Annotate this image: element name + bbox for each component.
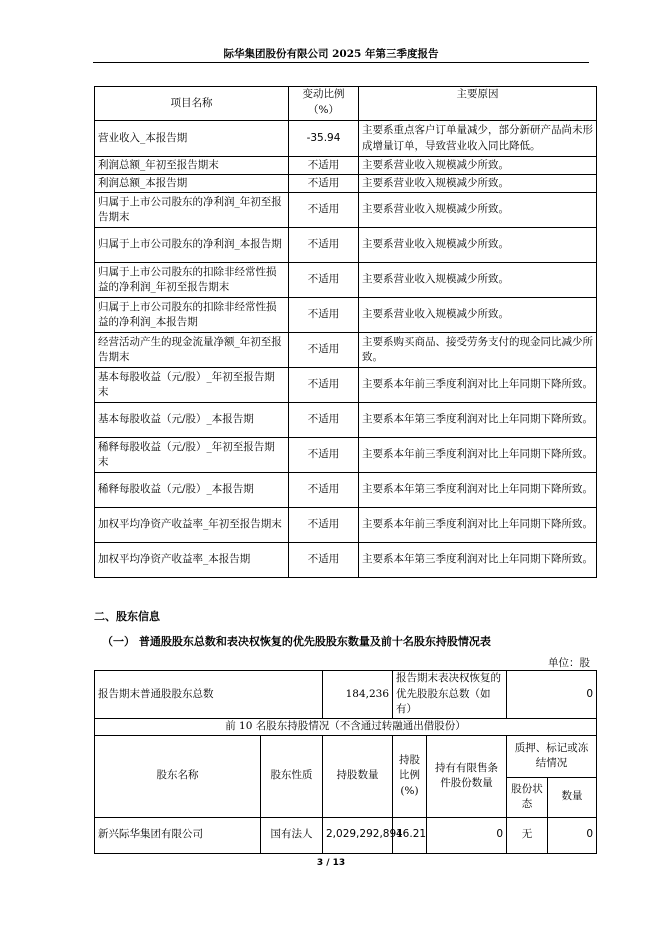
row-item-name: 利润总额_年初至报告期末 xyxy=(95,157,289,175)
row-item-name: 营业收入_本报告期 xyxy=(95,121,289,157)
table-row xyxy=(95,368,597,403)
row-main-reason: 主要系本年前三季度利润对比上年同期下降所致。 xyxy=(359,438,597,473)
shares-held: 2,029,292,891 xyxy=(323,817,393,853)
pledge-quantity: 0 xyxy=(548,817,597,853)
row-main-reason: 主要系营业收入规模减少所致。 xyxy=(359,175,597,193)
total-shareholders-value: 184,236 xyxy=(323,671,393,719)
pref-shareholders-value: 0 xyxy=(507,671,597,719)
row-item-name: 归属于上市公司股东的扣除非经常性损益的净利润_年初至报告期末 xyxy=(95,263,289,298)
row-change-ratio: 不适用 xyxy=(289,157,359,175)
table-row xyxy=(95,157,597,175)
holding-ratio: 46.21 xyxy=(393,817,427,853)
section-subtitle: （一） 普通股股东总数和表决权恢复的优先股股东数量及前十名股东持股情况表 xyxy=(102,635,491,648)
table-row xyxy=(95,263,597,298)
col-holding-ratio: 持股比例(%) xyxy=(393,735,427,817)
shareholder-nature: 国有法人 xyxy=(261,817,323,853)
table-row xyxy=(95,298,597,333)
col-shareholder-nature: 股东性质 xyxy=(261,735,323,817)
row-main-reason: 主要系本年前三季度利润对比上年同期下降所致。 xyxy=(359,368,597,403)
row-main-reason: 主要系购买商品、接受劳务支付的现金同比减少所致。 xyxy=(359,333,597,368)
row-main-reason: 主要系本年第三季度利润对比上年同期下降所致。 xyxy=(359,403,597,438)
row-item-name: 经营活动产生的现金流量净额_年初至报告期末 xyxy=(95,333,289,368)
table-row xyxy=(95,508,597,543)
table-row xyxy=(95,403,597,438)
row-main-reason: 主要系营业收入规模减少所致。 xyxy=(359,157,597,175)
row-main-reason: 主要系本年前三季度利润对比上年同期下降所致。 xyxy=(359,508,597,543)
pref-shareholders-label: 报告期末表决权恢复的优先股股东总数（如有） xyxy=(393,671,507,719)
row-change-ratio: 不适用 xyxy=(289,175,359,193)
top10-caption: 前 10 名股东持股情况（不含通过转融通出借股份） xyxy=(95,718,597,735)
col-pledge-status-group: 质押、标记或冻结情况 xyxy=(507,735,597,777)
row-change-ratio: 不适用 xyxy=(289,333,359,368)
shareholder-name: 新兴际华集团有限公司 xyxy=(95,817,261,853)
row-change-ratio: 不适用 xyxy=(289,438,359,473)
col-pledge-quantity: 数量 xyxy=(548,777,597,817)
section-title: 二、股东信息 xyxy=(94,610,160,623)
row-item-name: 基本每股收益（元/股）_本报告期 xyxy=(95,403,289,438)
row-main-reason: 主要系重点客户订单量减少，部分新研产品尚未形成增量订单，导致营业收入同比降低。 xyxy=(359,121,597,157)
row-change-ratio: 不适用 xyxy=(289,368,359,403)
row-item-name: 利润总额_本报告期 xyxy=(95,175,289,193)
row-change-ratio: 不适用 xyxy=(289,298,359,333)
row-main-reason: 主要系营业收入规模减少所致。 xyxy=(359,263,597,298)
header-change-ratio-line2: （%） xyxy=(308,103,339,116)
col-shareholder-name: 股东名称 xyxy=(95,735,261,817)
row-item-name: 加权平均净资产收益率_本报告期 xyxy=(95,543,289,578)
row-main-reason: 主要系营业收入规模减少所致。 xyxy=(359,298,597,333)
col-share-status: 股份状态 xyxy=(507,777,548,817)
row-item-name: 加权平均净资产收益率_年初至报告期末 xyxy=(95,508,289,543)
row-item-name: 归属于上市公司股东的净利润_本报告期 xyxy=(95,228,289,263)
row-main-reason: 主要系营业收入规模减少所致。 xyxy=(359,193,597,228)
row-change-ratio: 不适用 xyxy=(289,508,359,543)
row-change-ratio: 不适用 xyxy=(289,228,359,263)
row-change-ratio: 不适用 xyxy=(289,263,359,298)
table-row xyxy=(95,438,597,473)
row-change-ratio: 不适用 xyxy=(289,193,359,228)
table-row xyxy=(95,121,597,157)
share-status: 无 xyxy=(507,817,548,853)
row-item-name: 稀释每股收益（元/股）_本报告期 xyxy=(95,473,289,508)
row-item-name: 归属于上市公司股东的净利润_年初至报告期末 xyxy=(95,193,289,228)
table-row xyxy=(95,473,597,508)
table-row xyxy=(95,333,597,368)
row-change-ratio: 不适用 xyxy=(289,543,359,578)
table-row xyxy=(95,228,597,263)
change-reason-table xyxy=(94,86,597,578)
header-change-ratio-line1: 变动比例 xyxy=(302,88,345,100)
header-change-ratio xyxy=(289,87,359,121)
restricted-shares: 0 xyxy=(427,817,507,853)
row-item-name: 归属于上市公司股东的扣除非经常性损益的净利润_本报告期 xyxy=(95,298,289,333)
col-restricted-shares: 持有有限售条件股份数量 xyxy=(427,735,507,817)
table-row xyxy=(95,193,597,228)
row-item-name: 基本每股收益（元/股）_年初至报告期末 xyxy=(95,368,289,403)
page-number: 3 / 13 xyxy=(316,858,346,868)
shareholder-table xyxy=(94,670,597,854)
row-main-reason: 主要系本年第三季度利润对比上年同期下降所致。 xyxy=(359,543,597,578)
row-change-ratio: 不适用 xyxy=(289,403,359,438)
total-shareholders-label: 报告期末普通股股东总数 xyxy=(95,671,323,719)
table-row xyxy=(95,817,597,853)
header-main-reason: 主要原因 xyxy=(359,87,597,121)
row-item-name: 稀释每股收益（元/股）_年初至报告期末 xyxy=(95,438,289,473)
row-change-ratio: -35.94 xyxy=(289,121,359,157)
header-item-name: 项目名称 xyxy=(95,87,289,121)
page-header-title: 际华集团股份有限公司 2025 年第三季度报告 xyxy=(223,48,439,60)
table-row xyxy=(95,543,597,578)
row-main-reason: 主要系本年第三季度利润对比上年同期下降所致。 xyxy=(359,473,597,508)
col-shares-held: 持股数量 xyxy=(323,735,393,817)
table-row xyxy=(95,175,597,193)
row-change-ratio: 不适用 xyxy=(289,473,359,508)
row-main-reason: 主要系营业收入规模减少所致。 xyxy=(359,228,597,263)
header-divider xyxy=(93,62,589,63)
unit-label: 单位：股 xyxy=(548,657,590,669)
